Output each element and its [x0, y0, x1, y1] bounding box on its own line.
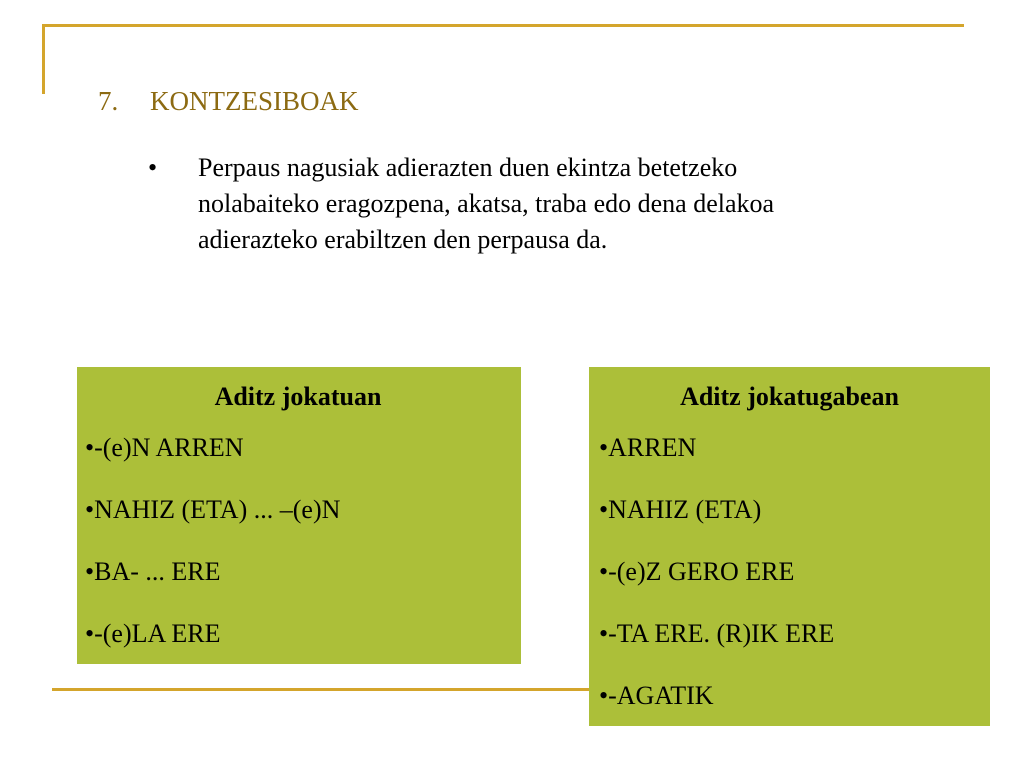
list-item: •BA- ... ERE	[85, 557, 221, 586]
list-item: •-(e)LA ERE	[85, 619, 221, 648]
top-decorative-line	[42, 24, 964, 27]
list-item: •-(e)Z GERO ERE	[599, 557, 795, 586]
nonfinite-verb-box	[589, 367, 990, 726]
definition-text: Perpaus nagusiak adierazten duen ekintza betetzeko nolabaiteko eragozpena, akatsa, traba edo dena delakoa adierazteko erabiltzen den perpausa da.	[198, 153, 775, 254]
bullet-marker: •	[148, 153, 158, 182]
nonfinite-verb-list	[599, 423, 980, 733]
list-item: •-AGATIK	[599, 681, 714, 710]
list-item: •NAHIZ (ETA)	[599, 495, 762, 524]
list-item: •NAHIZ (ETA) ... –(e)N	[85, 495, 341, 524]
list-item: •ARREN	[599, 433, 697, 462]
finite-verb-box	[77, 367, 521, 664]
bottom-decorative-line	[52, 688, 602, 691]
slide-heading	[98, 86, 359, 117]
finite-verb-list	[85, 423, 511, 671]
heading-title: KONTZESIBOAK	[150, 86, 359, 116]
nonfinite-verb-title: Aditz jokatugabean	[680, 382, 899, 411]
finite-verb-title: Aditz jokatuan	[214, 382, 382, 411]
heading-number: 7.	[98, 86, 119, 116]
definition-bullet	[148, 150, 868, 258]
left-decorative-line	[42, 24, 45, 94]
list-item: •-TA ERE. (R)IK ERE	[599, 619, 835, 648]
list-item: •-(e)N ARREN	[85, 433, 244, 462]
